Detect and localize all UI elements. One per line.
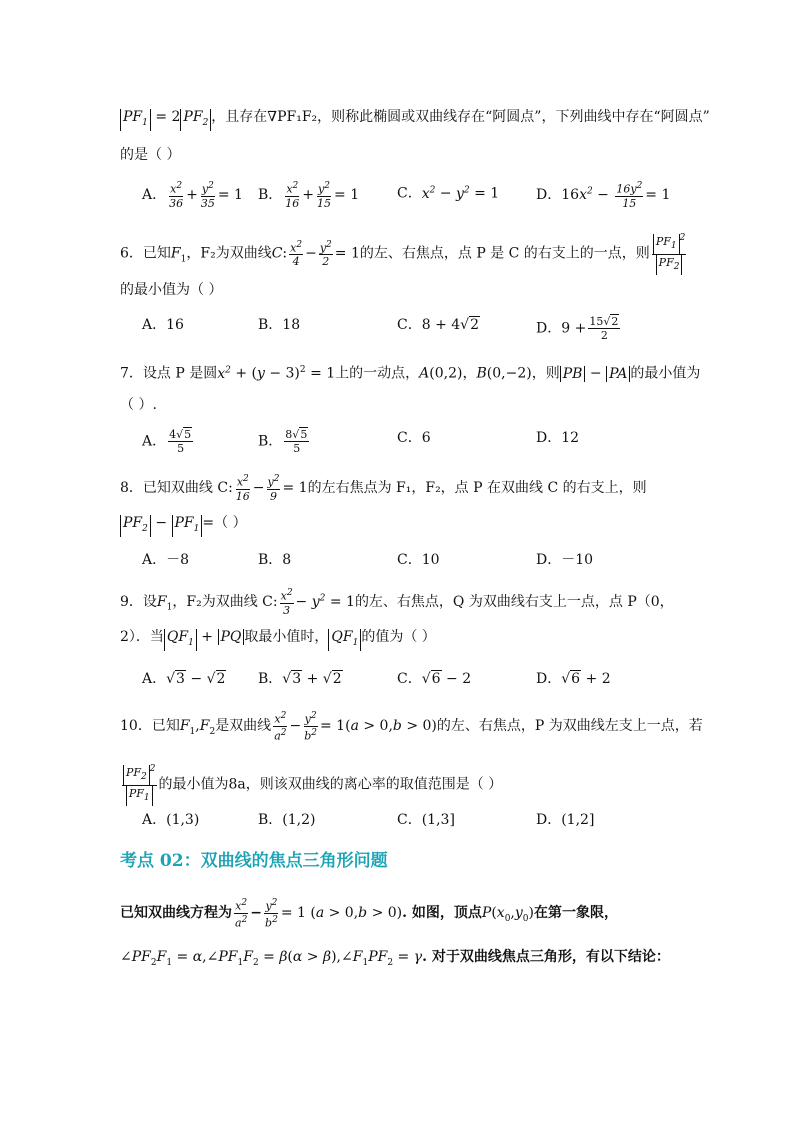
q9-option-b[interactable]: B．√3 + √2 [258,671,342,687]
q7-option-a[interactable]: A． $\frac{4√5}{5}$ [142,428,192,455]
q8-option-c[interactable]: C．10 [397,552,440,568]
section-paragraph-2: $\angle PF_2F_1$ = $\alpha,\angle PF_1F_2 = \beta(\alpha$ > $\beta),\angle F_1PF_2 = \gamma$. 对于双曲线焦点三角形，有以下结论： [120,949,670,968]
q7-option-c[interactable]: C．6 [397,430,431,446]
q10-option-c[interactable]: C．(1,3] [397,812,455,828]
q6-line1: 6．已知$F_1$，F₂为双曲线C: $\frac{x^2}{4}$ − $\frac{y^2}{2}$ = 1的左、右焦点，点 P 是 C 的右支上的一点，则 $\frac{PF_1^2}{PF_2}$ [120,232,688,275]
q7-line2: （ ）. [120,397,157,413]
q5-line1: $PF_1 = 2$ $PF_2$ ，且存在∇PF₁F₂，则称此椭圆或双曲线存在“阿圆点”，下列曲线中存在“阿圆点” [120,107,710,131]
q8-option-b[interactable]: B．8 [258,552,292,568]
q6-option-d[interactable]: D．9 + $\frac{15√2}{2}$ [536,315,619,342]
q6-line2: 的最小值为（ ） [120,282,223,298]
q7-option-b[interactable]: B． $\frac{8√5}{5}$ [258,428,308,455]
q9-option-a[interactable]: A．√3 − √2 [142,671,226,687]
q8-option-a[interactable]: A．－8 [142,552,190,568]
section-paragraph-1: 已知双曲线方程为 $\frac{x^2}{a^2}$ − $\frac{y^2}{b^2}$ = 1 (a > 0,b > 0). 如图，顶点$P(x_0,y_0)$在第一象限， [120,898,618,930]
q6-option-a[interactable]: A．16 [142,317,184,333]
q10-option-a[interactable]: A．(1,3) [142,812,200,828]
q9-option-d[interactable]: D．√6 + 2 [536,671,611,687]
q5-option-c[interactable]: C．$x^2 - y^2 = 1$ [397,185,500,202]
q10-option-d[interactable]: D．(1,2] [536,812,595,828]
q6-option-c[interactable]: C．8 + 4√2 [397,317,480,333]
q6-option-b[interactable]: B．18 [258,317,301,333]
q8-option-d[interactable]: D．－10 [536,552,594,568]
q9-line1: 9．设$F_1$，F₂为双曲线 C: $\frac{x^2}{3}$ − $y^2 = 1$的左、右焦点，Q 为双曲线右支上一点，点 P（0， [120,588,674,617]
q5-option-a[interactable]: A． $\frac{x^2}{36}$ + $\frac{y^2}{35}$ = 1 [142,181,243,210]
q7-option-d[interactable]: D．12 [536,430,580,446]
q5-line2: 的是（ ） [120,147,181,163]
q9-line2: 2）．当 $QF_1$ + PQ 取最小值时， $QF_1$ 的值为（ ） [120,627,436,651]
q5-option-d[interactable]: D．$16x^2$ − $\frac{16y^2}{15}$ = 1 [536,181,671,210]
q8-line2: $PF_2 - PF_1$ =（ ） [120,513,247,537]
section-heading: 考点 02：双曲线的焦点三角形问题 [120,851,388,871]
q9-option-c[interactable]: C．√6 − 2 [397,671,472,687]
q10-line2: $\frac{PF_2^2}{PF_1}$ 的最小值为8a，则该双曲线的离心率的取值范围是（ ） [120,763,502,806]
q8-line1: 8．已知双曲线 C: $\frac{x^2}{16}$ − $\frac{y^2}{9}$ = 1的左右焦点为 F₁，F₂，点 P 在双曲线 C 的右支上，则 [120,474,647,503]
q5-option-b[interactable]: B． $\frac{x^2}{16}$ + $\frac{y^2}{15}$ = 1 [258,181,360,210]
q7-line1: 7．设点 P 是圆$x^2 + (y - 3)^2 = 1$上的一动点，A(0,2)，B(0,−2)，则 PB − PA 的最小值为 [120,365,701,382]
q10-option-b[interactable]: B．(1,2) [258,812,316,828]
q10-line1: 10．已知$F_1,F_2$是双曲线 $\frac{x^2}{a^2}$ − $\frac{y^2}{b^2}$ = 1(a > 0,b > 0)的左、右焦点，P 为双曲线左支上一点，若 [120,711,703,743]
